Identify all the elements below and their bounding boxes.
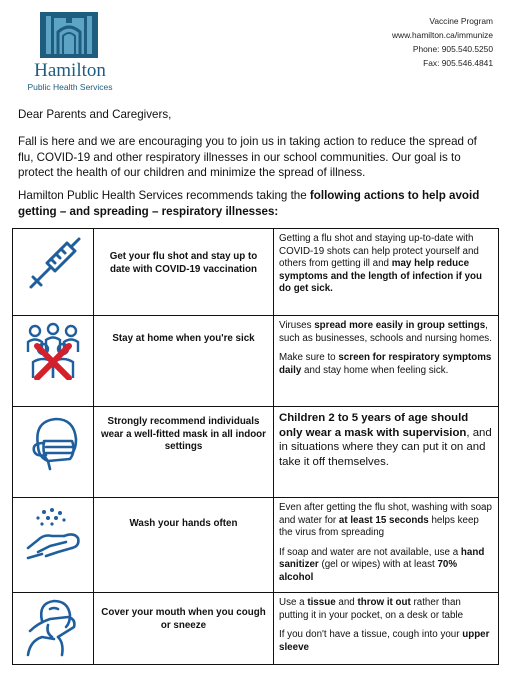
emphasis-text: Children 2 to 5 years of age should only wear a mask with supervision (279, 412, 469, 439)
masked-face-icon (26, 415, 80, 473)
emphasis-text: 70% alcohol (279, 559, 458, 583)
body-text: If you don't have a tissue, cough into your (279, 629, 463, 641)
action-label: Strongly recommend individuals wear a well-fitted mask in all indoor settings (94, 407, 274, 498)
hamilton-crest-icon (40, 12, 98, 58)
body-text: Even after getting the flu shot, washing with soap and water for (279, 502, 492, 526)
emphasis-text: at least 15 seconds (338, 514, 429, 526)
table-row (13, 407, 499, 498)
cough-elbow-icon (24, 597, 82, 657)
icon-cell (13, 316, 94, 407)
description-paragraph (279, 502, 492, 540)
description-paragraph (279, 629, 492, 654)
phone-number: Phone: 905.540.5250 (412, 44, 493, 54)
table-row (13, 593, 499, 665)
body-text: Getting a flu shot and staying up-to-date with COVID-19 shots can help protect yourself and others from getting ill and (279, 233, 479, 270)
icon-cell (13, 593, 94, 665)
emphasis-text: screen for respiratory symptoms daily (279, 352, 492, 376)
table-row (13, 498, 499, 593)
recommendation-lead: Hamilton Public Health Services recommends taking the (18, 189, 310, 202)
description-paragraph (279, 411, 492, 469)
description-paragraph (279, 597, 492, 622)
hand-washing-icon (24, 506, 82, 562)
description-paragraph (279, 352, 492, 377)
hamilton-logo (22, 8, 118, 93)
action-description (274, 498, 499, 593)
crossed-out-group-icon (25, 322, 81, 380)
body-text: , and in situations where they can put it on and take it off themselves. (279, 426, 492, 468)
action-label: Get your flu shot and stay up to date with COVID-19 vaccination (94, 229, 274, 316)
body-text: , such as businesses, schools and nursing homes. (279, 320, 492, 344)
body-text: helps keep the virus from spreading (279, 514, 479, 539)
logo-subtitle: Public Health Services (27, 82, 113, 92)
description-paragraph (279, 233, 492, 296)
body-text: and (335, 597, 358, 608)
icon-cell (13, 229, 94, 316)
action-description (274, 407, 499, 498)
description-paragraph (279, 547, 492, 585)
description-paragraph (279, 320, 492, 345)
table-row (13, 316, 499, 407)
contact-block (392, 14, 493, 70)
recommendation-paragraph (18, 188, 494, 219)
icon-cell (13, 498, 94, 593)
action-description (274, 316, 499, 407)
action-description (274, 593, 499, 665)
icon-cell (13, 407, 94, 498)
action-description (274, 229, 499, 316)
body-text: If soap and water are not available, use a (279, 546, 461, 558)
emphasis-text: spread more easily in group settings (314, 320, 486, 331)
body-text: Make sure to (279, 352, 339, 364)
body-text: (gel or wipes) with at least (318, 559, 438, 571)
fax-number: Fax: 905.546.4841 (423, 58, 493, 68)
action-label: Cover your mouth when you cough or sneeze (94, 593, 274, 665)
body-text: Use a (279, 597, 308, 608)
emphasis-text: throw it out (357, 597, 411, 608)
body-text: Viruses (279, 320, 315, 331)
emphasis-text: tissue (307, 597, 336, 608)
action-label: Stay at home when you're sick (94, 316, 274, 407)
body-text: and stay home when feeling sick. (301, 364, 449, 376)
emphasis-text: upper sleeve (279, 629, 490, 653)
logo-wordmark: Hamilton (34, 60, 106, 81)
greeting: Dear Parents and Caregivers, (18, 108, 172, 121)
intro-paragraph: Fall is here and we are encouraging you to join us in taking action to reduce the spread of flu, COVID-19 and other respiratory illnesses in our school communities. Our goal is to protect the health of our children and minimize the spread of illness. (18, 135, 477, 180)
website-link[interactable]: www.hamilton.ca/immunize (392, 30, 493, 40)
body-text: rather than putting it in your pocket, on a desk or table (279, 597, 464, 621)
syringe-icon (23, 235, 83, 295)
recommendation-bold: following actions to help avoid getting – and spreading – respiratory illnesses: (18, 189, 480, 218)
action-label: Wash your hands often (94, 498, 274, 593)
table-row (13, 229, 499, 316)
actions-table (12, 228, 499, 665)
emphasis-text: may help reduce symptoms and the length of infection if you do get sick. (279, 258, 483, 295)
program-name: Vaccine Program (429, 16, 493, 26)
emphasis-text: hand sanitizer (279, 546, 485, 571)
